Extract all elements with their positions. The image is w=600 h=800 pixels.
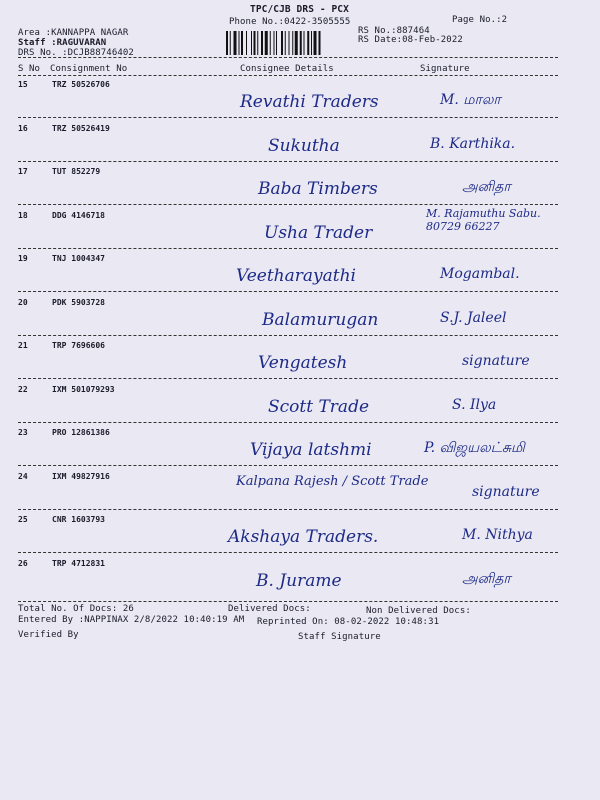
total-docs: Total No. Of Docs: 26 [18,604,134,614]
consignment-number: IXM 501079293 [52,384,115,394]
barcode-bar [281,31,283,55]
barcode-bar [300,31,302,55]
consignee-handwriting: Sukutha [268,135,340,156]
recipient-signature: P. விஜயலட்சுமி [424,440,525,456]
row-number: 22 [18,384,28,394]
col-header-consignee: Consignee Details [240,64,334,74]
row-number: 19 [18,254,28,263]
row-divider [18,335,558,336]
barcode-bar [307,31,309,55]
consignment-number: PRO 12861386 [52,428,110,437]
barcode-bar [274,31,275,55]
recipient-signature: அனிதா [462,179,511,195]
consignment-number: TRZ 50526419 [52,123,110,133]
non-delivered-docs: Non Delivered Docs: [366,606,471,616]
drs-number: DRS No. :DCJB88746402 [18,48,134,58]
consignee-handwriting: Akshaya Traders. [228,527,379,547]
barcode-bar [311,31,312,55]
consignee-handwriting: Kalpana Rajesh / Scott Trade [236,473,429,489]
row-divider [18,422,558,423]
row-divider [18,204,558,205]
row-divider [18,509,558,510]
row-number: 16 [18,123,28,133]
barcode-bar [261,31,263,55]
page-number: Page No.:2 [452,15,508,25]
recipient-signature: signature [472,483,540,500]
consignee-handwriting: Usha Trader [264,222,373,243]
phone-number: Phone No.:0422-3505555 [229,17,351,27]
recipient-signature: signature [462,353,530,369]
barcode-bar [257,31,258,55]
barcode [226,31,350,55]
consignment-number: TUT 852279 [52,167,101,176]
recipient-signature: M. Nithya [462,527,533,543]
row-number: 21 [18,341,28,350]
col-header-sno: S No [18,64,41,74]
entered-by: Entered By :NAPPINAX 2/8/2022 10:40:19 AM [18,615,245,625]
staff-signature-label: Staff Signature [298,632,381,642]
row-number: 17 [18,167,28,176]
barcode-bar [254,31,256,55]
consignment-number: DDG 4146718 [52,210,105,220]
row-number: 26 [18,558,28,568]
consignment-number: CNR 1603793 [52,515,105,524]
recipient-signature: S. Ilya [452,396,497,413]
recipient-signature: Mogambal. [440,266,520,282]
col-header-consignment: Consignment No [50,64,128,74]
rs-number: RS No.:887464 [358,26,430,36]
rs-date: RS Date:08-Feb-2022 [358,35,463,45]
barcode-bar [319,31,321,55]
barcode-bar [234,31,237,55]
reprinted-on: Reprinted On: 08-02-2022 10:48:31 [257,617,440,627]
consignee-handwriting: Scott Trade [268,396,370,417]
delivered-docs: Delivered Docs: [228,604,311,614]
consignee-handwriting: Balamurugan [262,309,379,330]
barcode-bar [230,31,231,55]
barcode-bar [314,31,317,55]
row-number: 23 [18,428,28,437]
barcode-bar [246,31,247,55]
consignee-handwriting: Veetharayathi [236,266,356,286]
divider [18,75,558,76]
col-header-signature: Signature [420,64,470,74]
consignment-number: TNJ 1004347 [52,254,105,263]
divider [18,601,558,602]
barcode-bar [241,31,243,55]
sheet-title: TPC/CJB DRS - PCX [250,4,349,15]
staff-label: Staff :RAGUVARAN [18,38,107,48]
row-divider [18,161,558,162]
recipient-signature: அனிதா [462,570,511,587]
recipient-signature: S.J. Jaleel [440,309,507,326]
barcode-bar [251,31,252,55]
recipient-signature: M. மாலா [440,92,501,108]
consignee-handwriting: Vijaya latshmi [250,440,372,460]
row-number: 18 [18,210,28,220]
barcode-bar [285,31,286,55]
barcode-bar [304,31,305,55]
barcode-bar [226,31,228,55]
consignee-handwriting: B. Jurame [256,570,342,591]
barcode-bar [265,31,268,55]
consignee-handwriting: Revathi Traders [240,92,379,112]
row-number: 15 [18,80,28,89]
consignment-number: TRP 7696606 [52,341,105,350]
row-number: 25 [18,515,28,524]
barcode-bar [289,31,290,55]
barcode-bar [270,31,271,55]
consignment-number: IXM 49827916 [52,471,110,481]
barcode-bar [295,31,298,55]
consignee-handwriting: Baba Timbers [258,179,378,199]
barcode-bar [276,31,277,55]
consignee-handwriting: Vengatesh [258,353,348,373]
recipient-signature: M. Rajamuthu Sabu. 80729 66227 [426,206,541,233]
divider [18,57,558,58]
recipient-signature: B. Karthika. [430,135,516,152]
barcode-bar [239,31,240,55]
row-number: 24 [18,471,28,481]
row-number: 20 [18,297,28,307]
row-divider [18,378,558,379]
consignment-number: TRZ 50526706 [52,80,110,89]
row-divider [18,552,558,553]
row-divider [18,248,558,249]
row-divider [18,291,558,292]
consignment-number: TRP 4712831 [52,558,105,568]
verified-by: Verified By [18,630,79,640]
row-divider [18,117,558,118]
consignment-number: PDK 5903728 [52,297,105,307]
area-label: Area :KANNAPPA NAGAR [18,28,129,38]
row-divider [18,465,558,466]
barcode-bar [292,31,293,55]
